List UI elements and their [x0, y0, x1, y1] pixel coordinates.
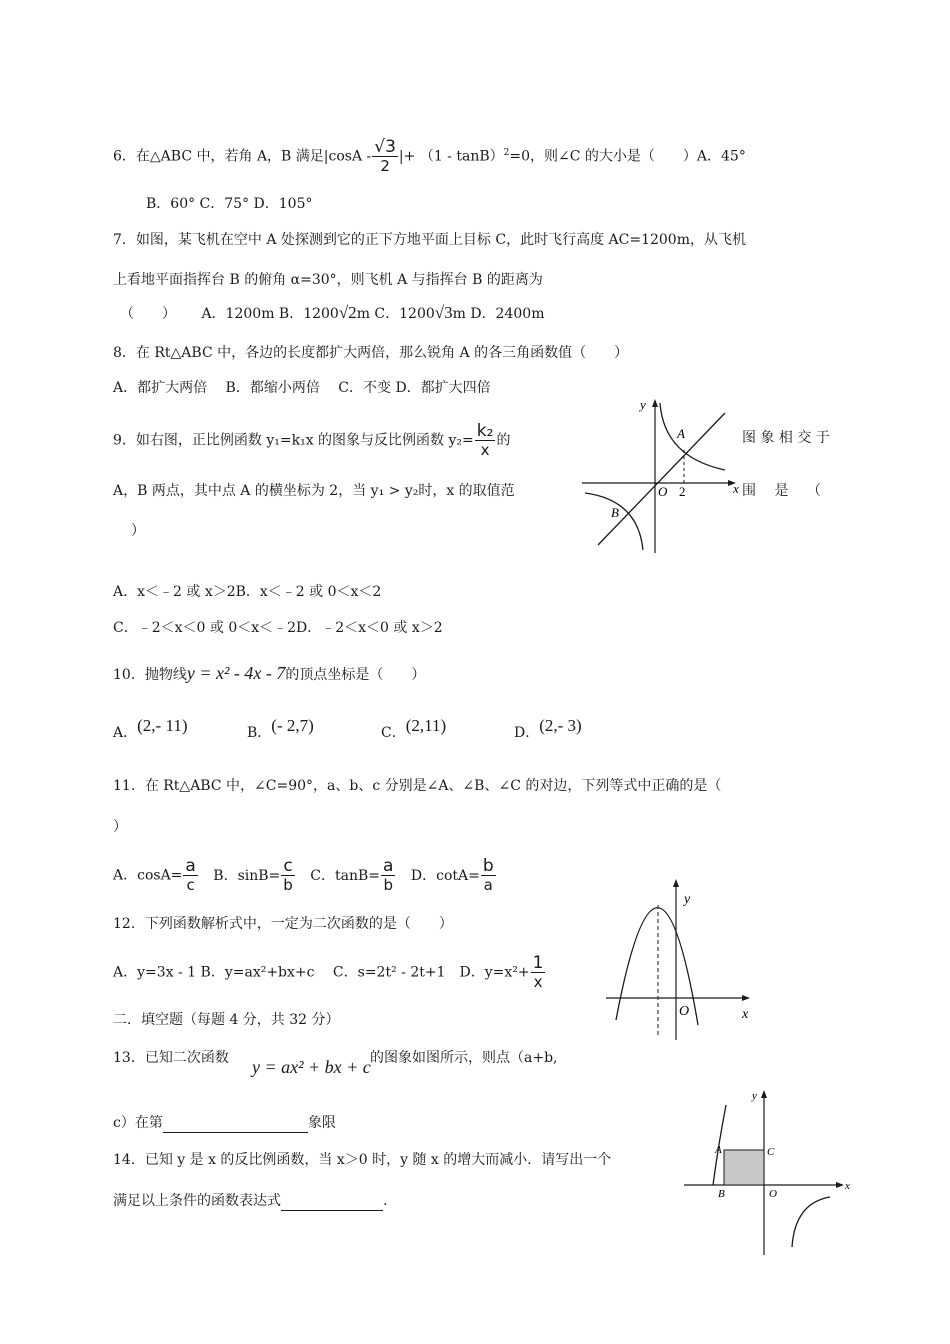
q12-graph — [600, 875, 770, 1045]
section-heading: 二．填空题（每题 4 分，共 32 分） — [113, 1012, 340, 1028]
q9-label-o: O — [658, 484, 668, 499]
q13-formula: y = ax² + bx + c — [252, 1057, 371, 1077]
q9-line1-right: 图 象 相 交 于 — [742, 430, 830, 446]
q9-option-ab: A．x＜﹣2 或 x＞2B．x＜﹣2 或 0＜x＜2 — [113, 584, 382, 600]
q11-frac-b: $\frac{c}{b}$ — [283, 856, 293, 894]
q14-label-c: C — [767, 1146, 775, 1158]
q14-label-o: O — [769, 1188, 777, 1200]
q12-y-arrow — [673, 879, 679, 887]
q6-lead: 6．在△ABC 中，若角 A，B 满足|cosA - — [113, 148, 372, 165]
q14-hyperbola-q4 — [792, 1197, 830, 1247]
q12-x-arrow — [742, 995, 750, 1001]
q9-line1: 9．如右图，正比例函数 y₁=k₁x 的图象与反比例函数 y₂= $\frac{\text{k₂}}{x}$ 的 — [113, 421, 511, 459]
q11-frac-c: $\frac{a}{b}$ — [383, 856, 394, 894]
q9-line2: A，B 两点，其中点 A 的横坐标为 2，当 y₁ > y₂时，x 的取值范 — [113, 483, 515, 499]
q14-graph — [680, 1085, 860, 1260]
q13-tail: 的图象如图所示，则点（a+b, — [370, 1050, 558, 1066]
q8-options: A．都扩大两倍 B．都缩小两倍 C．不变 D．都扩大四倍 — [113, 380, 491, 396]
q9-label-x: x — [733, 481, 739, 496]
q10-option-c: C．(2,11) — [381, 716, 447, 741]
q12-fraction: $\frac{1}{x}$ — [532, 953, 544, 991]
q9-option-cd: C．﹣2＜x＜0 或 0＜x＜﹣2D．﹣2＜x＜0 或 x＞2 — [113, 620, 443, 636]
q9-fraction: $\frac{\text{k₂}}{x}$ — [476, 421, 494, 459]
q7-line2: 上看地平面指挥台 B 的俯角 α=30°，则飞机 A 与指挥台 B 的距离为 — [113, 272, 543, 288]
q9-y-arrow — [652, 399, 658, 407]
q13-answer-blank[interactable] — [163, 1116, 308, 1133]
q9-label-a: A — [677, 426, 685, 441]
q14-line1: 14．已知 y 是 x 的反比例函数，当 x＞0 时，y 随 x 的增大而减小．请写出一个 — [113, 1152, 612, 1168]
q14-label-y: y — [752, 1090, 757, 1102]
q12-label-x: x — [742, 1007, 749, 1022]
q9-label-b: B — [611, 505, 619, 520]
q7-options: （ ） A．1200m B．1200√2m C．1200√3m D．2400m — [120, 303, 545, 322]
q6-fraction: $\frac{√3}{2}$ — [374, 137, 396, 175]
q12-options: A．y=3x - 1 B．y=ax²+bx+c C．s=2t² - 2t+1 D．y=x²+ $\frac{1}{x}$ — [113, 953, 544, 991]
q14-y-arrow — [761, 1090, 767, 1098]
q14-label-b: B — [718, 1188, 725, 1200]
q10-option-b: B．(- 2,7) — [247, 716, 314, 741]
q11-line1: 11．在 Rt△ABC 中，∠C=90°，a、b、c 分别是∠A、∠B、∠C 的对边，下列等式中正确的是（ — [113, 778, 722, 794]
q9-label-y: y — [640, 397, 646, 412]
q9-line2-right: 围 是 （ — [742, 483, 821, 499]
q12-line1: 12．下列函数解析式中，一定为二次函数的是（ ） — [113, 916, 453, 932]
q14-shaded-rectangle — [724, 1150, 764, 1185]
q13-line2: c）在第 象限 — [113, 1115, 336, 1131]
q10-formula: y = x² - 4x - 7 — [186, 663, 286, 683]
q9-graph — [580, 395, 755, 555]
q10-line: 10．抛物线y = x² - 4x - 7的顶点坐标是（ ） — [113, 663, 426, 683]
q9-line-graph — [598, 413, 725, 545]
q11-line2: ） — [113, 819, 127, 835]
q6-line1: 6．在△ABC 中，若角 A，B 满足|cosA - $\frac{√3}{2}$ |+ （1 - tanB）$^2$=0，则∠C 的大小是（ ）A．45° — [113, 137, 746, 175]
q6-options: B．60° C．75° D．105° — [146, 196, 313, 212]
q14-line2: 满足以上条件的函数表达式 . — [113, 1193, 388, 1209]
q9-hyperbola-q3 — [585, 493, 643, 550]
q9-line3: ） — [131, 523, 145, 539]
q11-options: A．cosA= $\frac{a}{c}$ B．sinB= $\frac{c}{b}$ C．tanB= $\frac{a}{b}$ D．cotA= $\frac{b}{a}$ — [113, 856, 494, 894]
q14-label-a: A — [715, 1144, 722, 1156]
q13-line1: 13．已知二次函数 — [113, 1050, 229, 1066]
q14-x-arrow — [836, 1182, 844, 1188]
q11-frac-a: $\frac{a}{c}$ — [185, 856, 196, 894]
q9-hyperbola-q1 — [660, 403, 725, 470]
q10-option-d: D．(2,- 3) — [514, 716, 582, 741]
q14-label-x: x — [845, 1180, 850, 1192]
q10-option-a: A．(2,- 11) — [113, 716, 188, 741]
q9-label-tick: 2 — [679, 484, 686, 499]
q12-label-o: O — [679, 1004, 690, 1019]
q12-label-y: y — [684, 892, 691, 907]
q8-line1: 8．在 Rt△ABC 中，各边的长度都扩大两倍，那么锐角 A 的各三角函数值（ ） — [113, 345, 629, 361]
q14-answer-blank[interactable] — [281, 1194, 383, 1211]
q11-frac-d: $\frac{b}{a}$ — [482, 856, 494, 894]
q7-line1: 7．如图，某飞机在空中 A 处探测到它的正下方地平面上目标 C，此时飞行高度 AC=1200m，从飞机 — [113, 232, 746, 248]
